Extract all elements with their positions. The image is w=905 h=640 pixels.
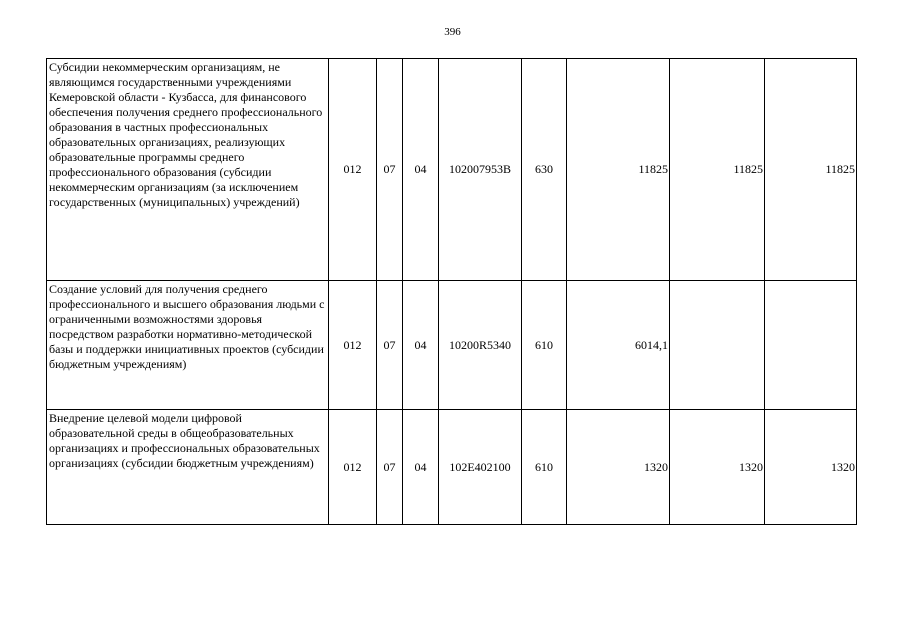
expense-type-code: 630 <box>522 59 567 281</box>
target-article-code: 102007953В <box>439 59 522 281</box>
table-row <box>47 281 857 410</box>
subsection-code: 04 <box>403 281 439 410</box>
ministry-code: 012 <box>329 281 377 410</box>
target-article-code: 10200R5340 <box>439 281 522 410</box>
amount-year-3: 11825 <box>765 59 857 281</box>
section-code: 07 <box>377 410 403 525</box>
target-article-code: 102Е402100 <box>439 410 522 525</box>
amount-year-3 <box>765 281 857 410</box>
amount-year-3: 1320 <box>765 410 857 525</box>
amount-year-1: 6014,1 <box>567 281 670 410</box>
amount-year-1: 11825 <box>567 59 670 281</box>
row-description: Внедрение целевой модели цифровой образовательной среды в общеобразовательных организациях и профессиональных образовательных организациях (субсидии бюджетным учреждениям) <box>47 410 329 525</box>
ministry-code: 012 <box>329 410 377 525</box>
ministry-code: 012 <box>329 59 377 281</box>
subsection-code: 04 <box>403 410 439 525</box>
table-row <box>47 410 857 525</box>
amount-year-2: 1320 <box>670 410 765 525</box>
section-code: 07 <box>377 59 403 281</box>
row-description: Субсидии некоммерческим организациям, не являющимся государственными учреждениями Кемеровской области - Кузбасса, для финансового обеспечения получения среднего профессионального образования в частных профессиональных образовательных организациях, реализующих образовательные программы среднего профессионального образования (субсидии некоммерческим организациям (за исключением государственных (муниципальных) учреждений) <box>47 59 329 281</box>
expense-type-code: 610 <box>522 281 567 410</box>
amount-year-2 <box>670 281 765 410</box>
budget-table <box>46 58 857 525</box>
page-number: 396 <box>444 26 461 38</box>
expense-type-code: 610 <box>522 410 567 525</box>
amount-year-2: 11825 <box>670 59 765 281</box>
table-row <box>47 59 857 281</box>
subsection-code: 04 <box>403 59 439 281</box>
row-description: Создание условий для получения среднего профессионального и высшего образования людьми с ограниченными возможностями здоровья посредством разработки нормативно-методической базы и поддержки инициативных проектов (субсидии бюджетным учреждениям) <box>47 281 329 410</box>
section-code: 07 <box>377 281 403 410</box>
amount-year-1: 1320 <box>567 410 670 525</box>
